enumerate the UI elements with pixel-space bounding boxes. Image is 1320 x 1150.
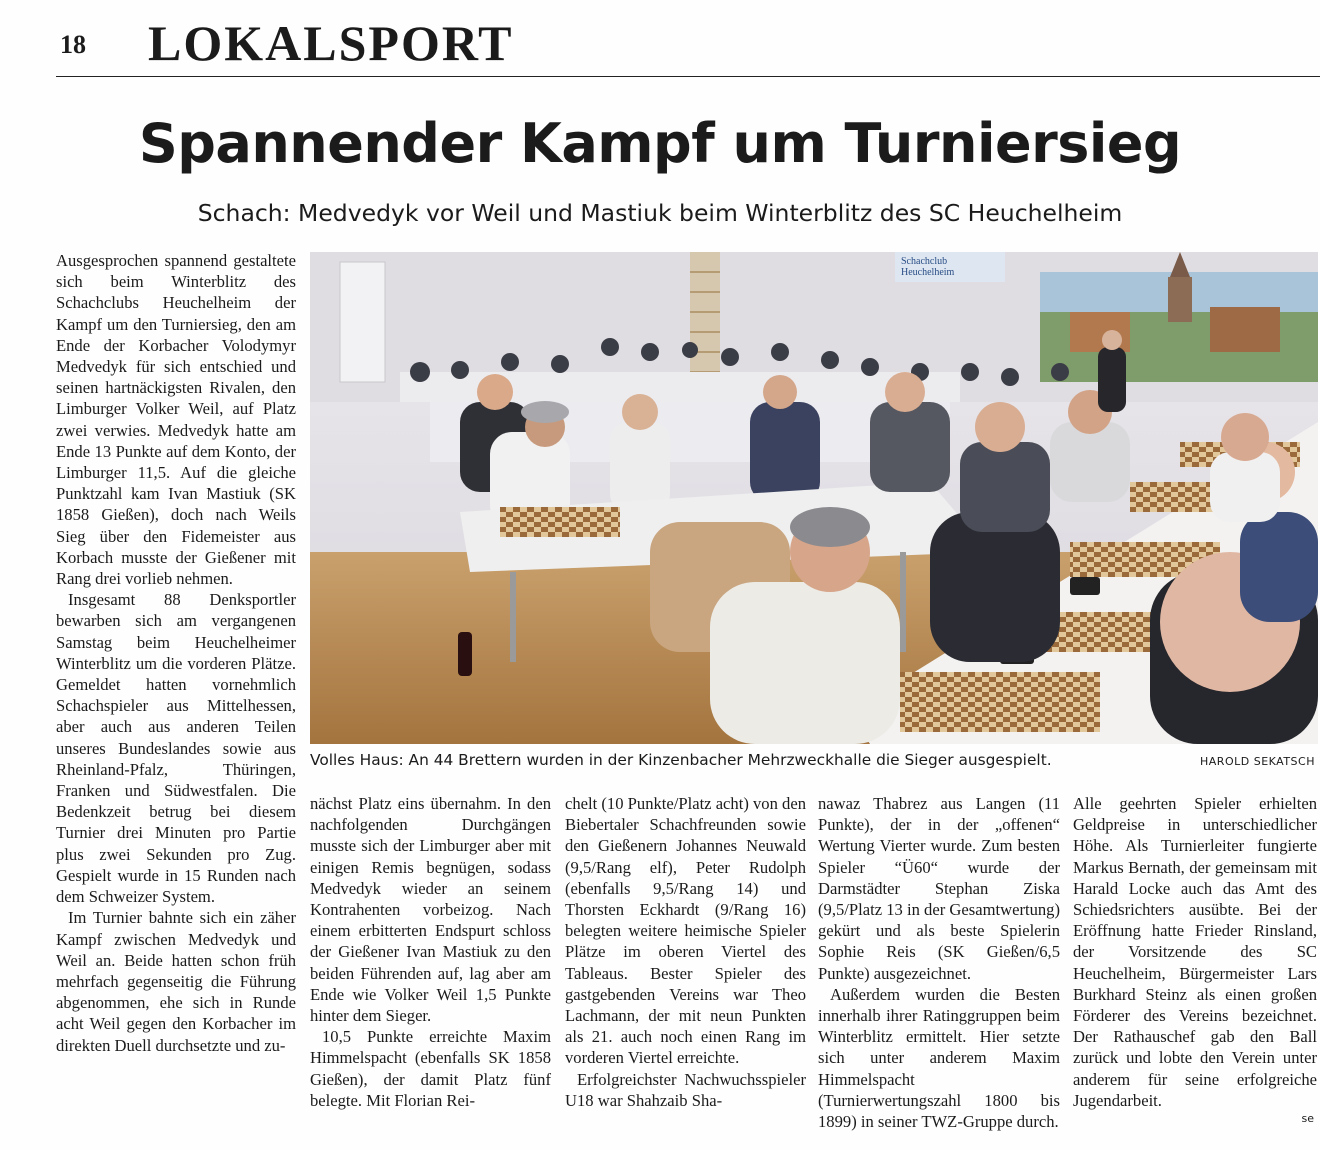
column-4 [818,793,1060,1132]
paragraph: Im Turnier bahnte sich ein zäher Kampf zwischen Medvedyk und Weil an. Beide hatten schon früh mehrfach gegenseitig die Führung abgenommen, ehe sich in Runde acht Weil gegen den Korbacher im direkten Duell durchsetzte und zu- [56,908,296,1055]
paragraph: nawaz Thabrez aus Langen (11 Punkte), der in der „offenen“ Wertung Vierter wurde. Zum besten Spieler “Ü60“ wurde der Darmstädter Stephan Ziska (9,5/Platz 13 in der Gesamtwertung) gekürt und als beste Spielerin Sophie Reis (SK Gießen/6,5 Punkte) ausgezeichnet. [818,794,1060,983]
paragraph: Ausgesprochen spannend gestaltete sich beim Winterblitz des Schachclubs Heuchelheim der Kampf um den Turniersieg, den am Ende der Korbacher Volodymyr Medvedyk für sich entschied und seinen hartnäckigsten Rivalen, den Limburger Volker Weil, auf Platz zwei verwies. Medvedyk hatte am Ende 13 Punkte auf dem Konto, der Limburger 11,5. Auf die gleiche Punktzahl kam Ivan Mastiuk (SK 1858 Gießen), doch nach Weils Sieg über den Fidemeister aus Korbach musste der Gießener mit Rang drei vorlieb nehmen. [56,251,296,589]
subheadline: Schach: Medvedyk vor Weil und Mastiuk beim Winterblitz des SC Heuchelheim [197,199,1123,227]
page-number: 18 [60,30,86,59]
column-2 [310,793,551,1111]
photo-credit: HAROLD SEKATSCH [1200,755,1315,768]
paragraph: nächst Platz eins übernahm. In den nachfolgenden Durchgängen musste sich der Limburger aber mit einigen Remis begnügen, sodass Medvedyk wieder an seinem Kontrahenten vorbeizog. Nach einem erbitterten Endspurt schloss der Gießener Ivan Mastiuk zu den beiden Führenden auf, lag aber am Ende wie Volker Weil 1,5 Punkte hinter dem Sieger. [310,794,551,1026]
headline: Spannender Kampf um Turniersieg [138,112,1182,175]
paragraph: 10,5 Punkte erreichte Maxim Himmelspacht (ebenfalls SK 1858 Gießen), der damit Platz fünf belegte. Mit Florian Rei- [310,1027,551,1110]
banner-text: Schachclub [901,256,948,267]
author-initials: se [1301,1112,1314,1125]
paragraph: Außerdem wurden die Besten innerhalb ihrer Ratinggruppen beim Winterblitz ermittelt. Hier setzte sich unter anderem Maxim Himmelspacht (Turnierwertungszahl 1800 bis 1899) in seiner TWZ-Gruppe durch. [818,984,1060,1132]
paragraph: chelt (10 Punkte/Platz acht) von den Biebertaler Schachfreunden sowie den Gießenern Johannes Neuwald (9,5/Rang elf), Peter Rudolph (ebenfalls 9,5/Rang 14) und Thorsten Eckhardt (9/Rang 16) belegten weitere heimische Spieler Plätze im oberen Viertel des Tableaus. Bester Spieler des gastgebenden Vereins war Theo Lachmann, der mit neun Punkten als 21. auch noch einen Rang im vorderen Viertel erreichte. [565,794,807,1068]
banner-text: Heuchelheim [901,267,955,278]
header-rule [56,76,1320,77]
section-title: LOKALSPORT [148,15,514,71]
column-1 [56,250,296,1130]
paragraph: Insgesamt 88 Denksportler bewarben sich am vergangenen Samstag beim Heuchelheimer Winterblitz um die vorderen Plätze. Gemeldet hatten vornehmlich Schachspieler aus Mittelhessen, aber auch aus anderen Teilen unseres Bundeslandes sowie aus Rheinland-Pfalz, Thüringen, Franken und Südwestfalen. Die Bedenkzeit betrug bei diesem Turnier drei Minuten pro Partie plus zwei Sekunden pro Zug. Gespielt wurde in 15 Runden nach dem Schweizer System. [56,590,296,907]
article-photo [310,252,1318,744]
column-3 [565,793,806,1111]
paragraph: Erfolgreichster Nachwuchsspieler U18 war Shahzaib Sha- [565,1069,806,1110]
photo-caption: Volles Haus: An 44 Brettern wurden in der Kinzenbacher Mehrzweckhalle die Sieger ausgespielt. [310,751,1052,769]
paragraph: Alle geehrten Spieler erhielten Geldpreise in unterschiedlicher Höhe. Als Turnierleiter fungierte Markus Bernath, der gemeinsam mit Harald Locke auch das Amt des Schiedsrichters ausübte. Bei der Eröffnung hatte Frieder Rinsland, der Vorsitzende des SC Heuchelheim, Bürgermeister Lars Burkhard Steinz als einen großen Förderer des Vereins bezeichnet. Der Rathauschef gab den Ball zurück und lobte den Verein unter anderem für seine erfolgreiche Jugendarbeit. [1073,794,1317,1110]
column-5 [1073,793,1317,1111]
